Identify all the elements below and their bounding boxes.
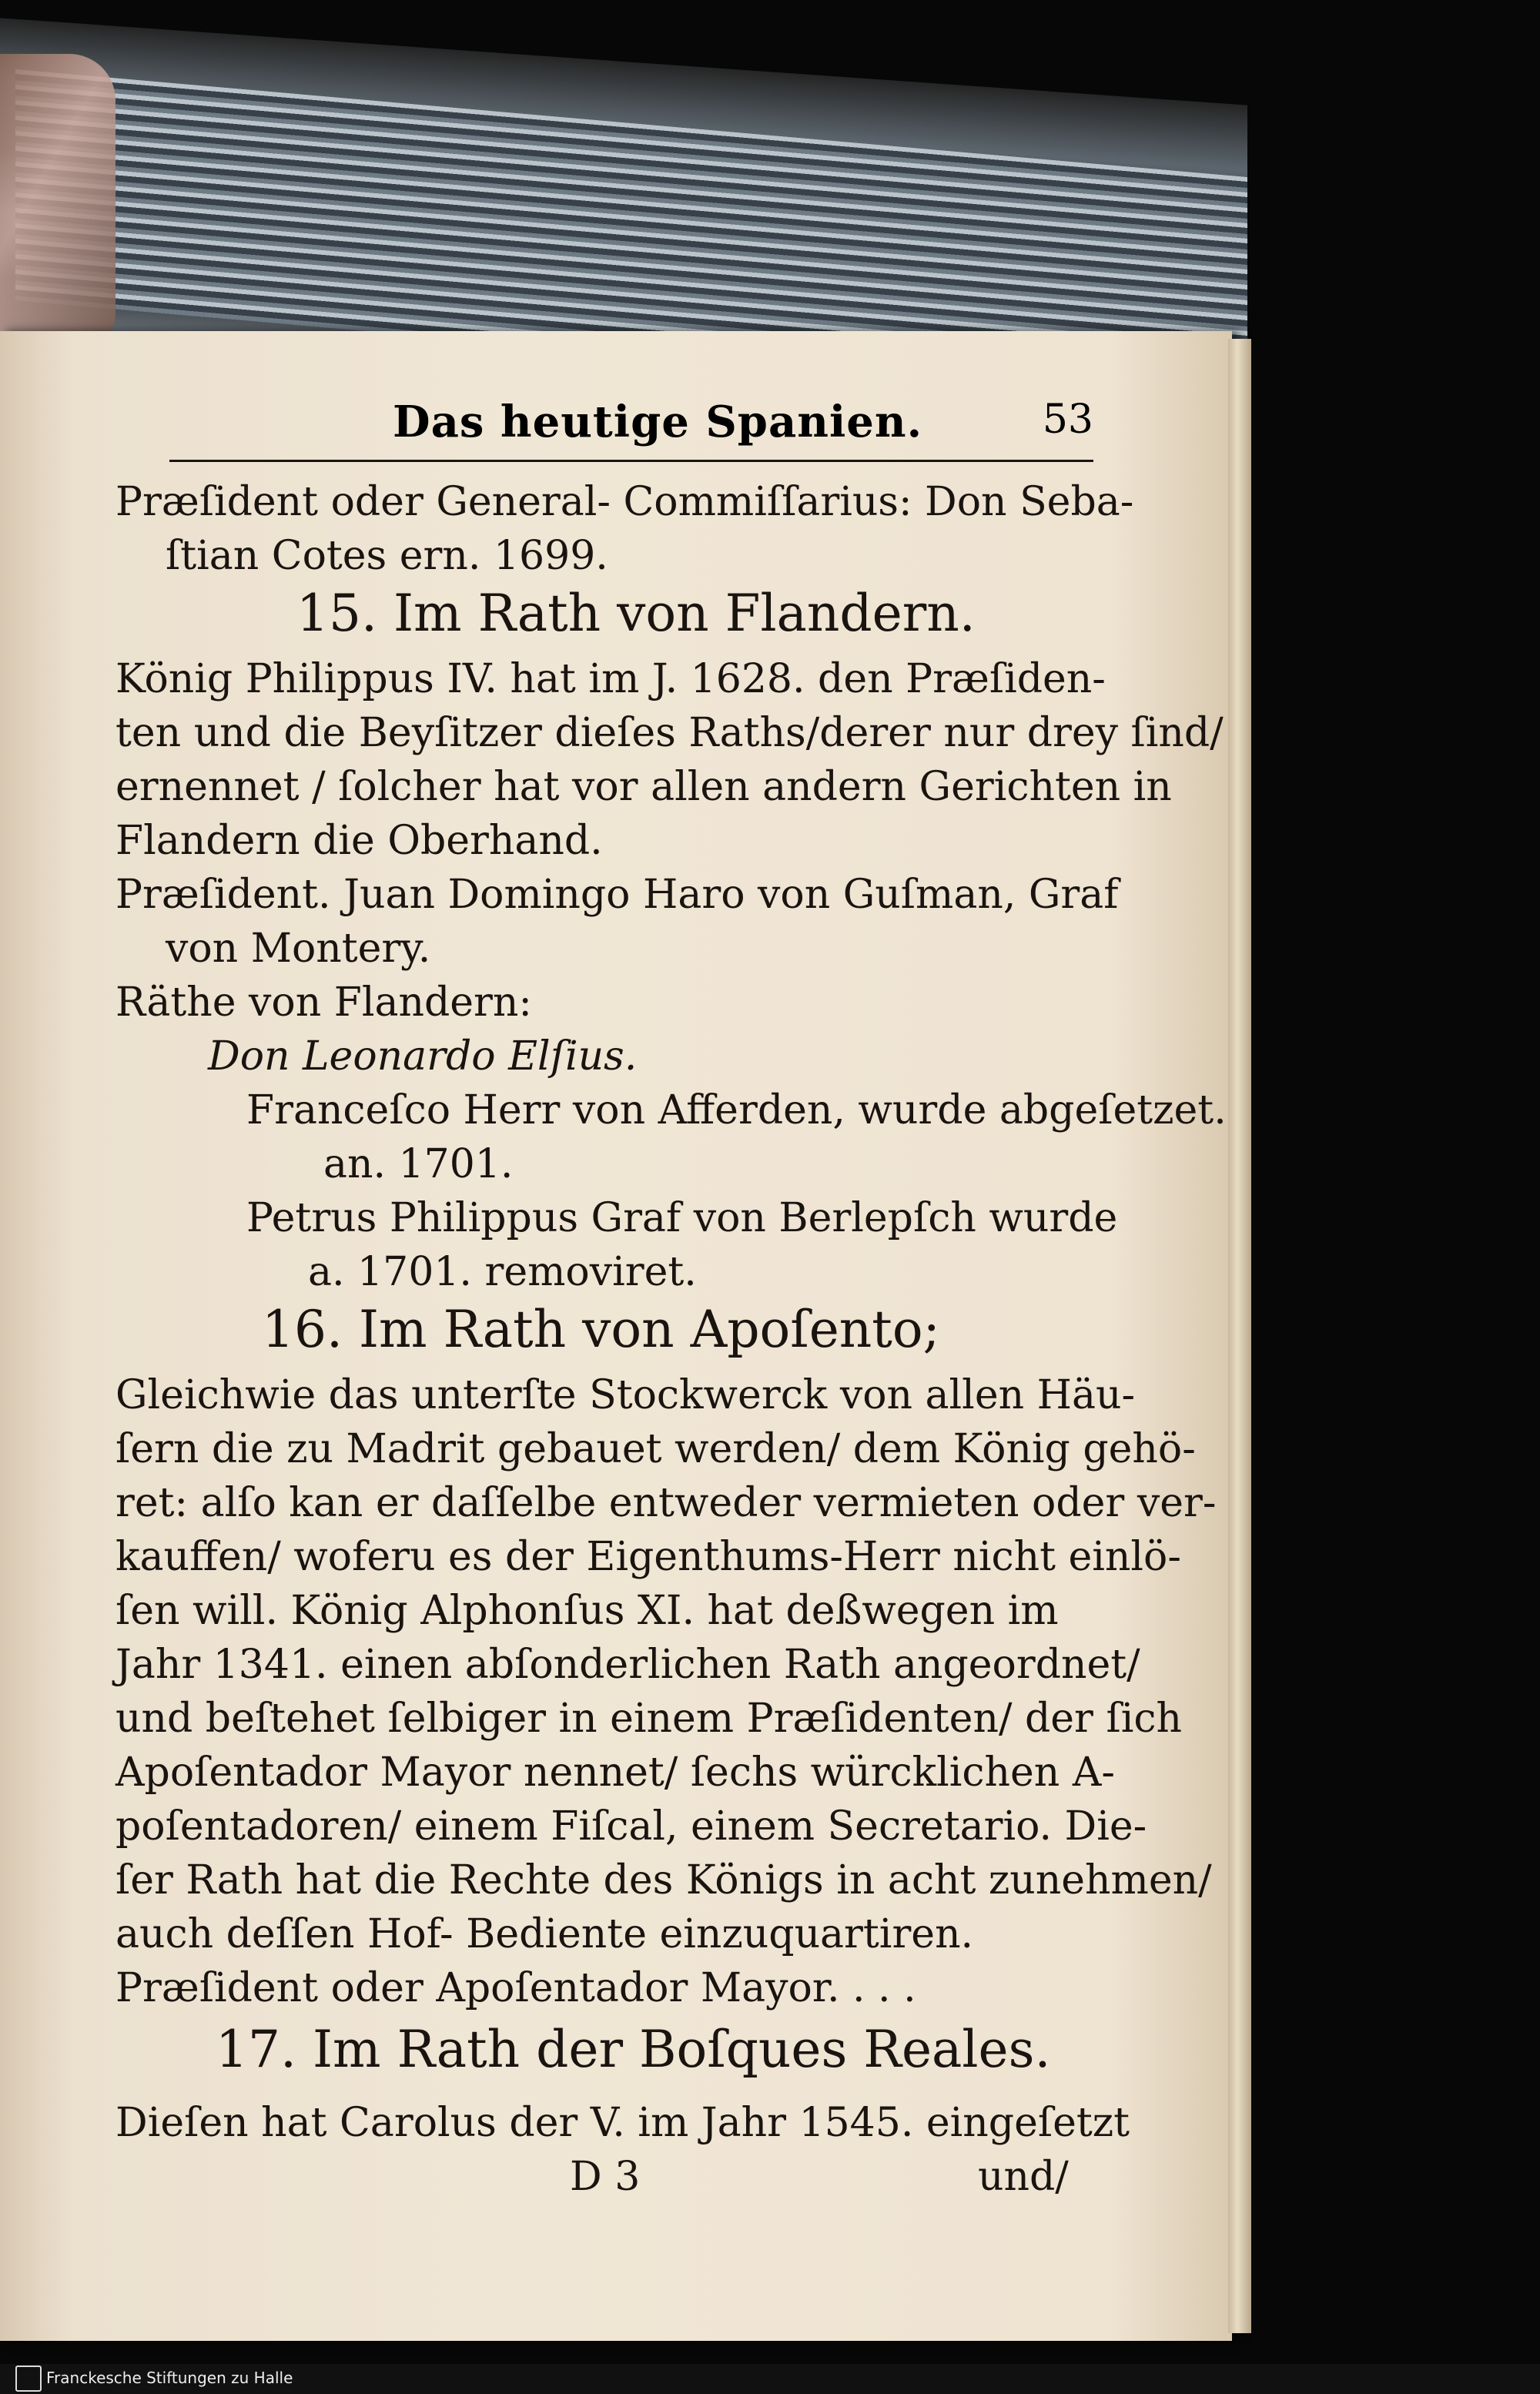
text-line: König Philippus IV. hat im J. 1628. den Præſiden- (116, 656, 1106, 702)
text-line: Dieſen hat Carolus der V. im Jahr 1545. eingeſetzt (116, 2100, 1130, 2146)
catchword: und/ (978, 2154, 1069, 2200)
text-line: ſern die zu Madrit gebauet werden/ dem König gehö- (116, 1426, 1196, 1472)
text-line: ſer Rath hat die Rechte des Königs in acht zunehmen/ (116, 1857, 1212, 1903)
institution-logo-icon (15, 2366, 42, 2392)
text-line: auch deſſen Hof- Bediente einzuquartiren. (116, 1911, 974, 1957)
text-line: Don Leonardo Elſius. (208, 1033, 638, 1080)
page-fore-edge (1228, 339, 1251, 2333)
text-line: ret: alſo kan er daſſelbe entweder vermieten oder ver- (116, 1480, 1217, 1526)
section-heading: 17. Im Rath der Boſques Reales. (216, 2020, 1051, 2079)
text-line: poſentadoren/ einem Fiſcal, einem Secretario. Die- (116, 1803, 1147, 1850)
header-rule (169, 460, 1093, 465)
text-line: Præſident. Juan Domingo Haro von Guſman, Graf (116, 872, 1119, 918)
text-line: Petrus Philippus Graf von Berlepſch wurde (246, 1195, 1118, 1241)
bookmark-ribbon (0, 54, 116, 347)
text-line: an. 1701. (323, 1141, 514, 1187)
text-line: und beſtehet ſelbiger in einem Præſidenten/ der ſich (116, 1696, 1182, 1742)
section-heading: 15. Im Rath von Flandern. (296, 584, 976, 643)
page-number: 53 (1042, 397, 1093, 443)
text-line: Præſident oder Apoſentador Mayor. . . . (116, 1965, 916, 2011)
footer-credit: Franckesche Stiftungen zu Halle (46, 2369, 293, 2387)
section-heading: 16. Im Rath von Apoſento; (262, 1300, 940, 1359)
text-line: ſen will. König Alphonſus XI. hat deßwegen im (116, 1588, 1059, 1634)
text-line: kauffen/ woferu es der Eigenthums-Herr nicht einlö- (116, 1534, 1181, 1580)
text-line: Flandern die Oberhand. (116, 818, 603, 864)
text-line: Apoſentador Mayor nennet/ ſechs würcklichen A- (116, 1749, 1115, 1796)
text-line: ernennet / ſolcher hat vor allen andern Gerichten in (116, 764, 1172, 810)
text-line: Franceſco Herr von Afferden, wurde abgeſetzet. (246, 1087, 1227, 1133)
text-line: Præſident oder General- Commiſſarius: Don Seba- (116, 479, 1134, 525)
signature-mark: D 3 (570, 2154, 641, 2200)
text-line: von Montery. (166, 926, 431, 972)
text-line: a. 1701. removiret. (308, 1249, 697, 1295)
text-line: ſtian Cotes ern. 1699. (166, 533, 608, 579)
running-head (116, 397, 1093, 458)
text-line: Räthe von Flandern: (116, 979, 532, 1026)
text-line: ten und die Beyſitzer dieſes Raths/derer nur drey ſind/ (116, 710, 1224, 756)
running-head-title: Das heutige Spanien. (393, 397, 923, 447)
text-line: Gleichwie das unterſte Stockwerck von allen Häu- (116, 1372, 1136, 1418)
text-line: Jahr 1341. einen abſonderlichen Rath angeordnet/ (116, 1642, 1140, 1688)
